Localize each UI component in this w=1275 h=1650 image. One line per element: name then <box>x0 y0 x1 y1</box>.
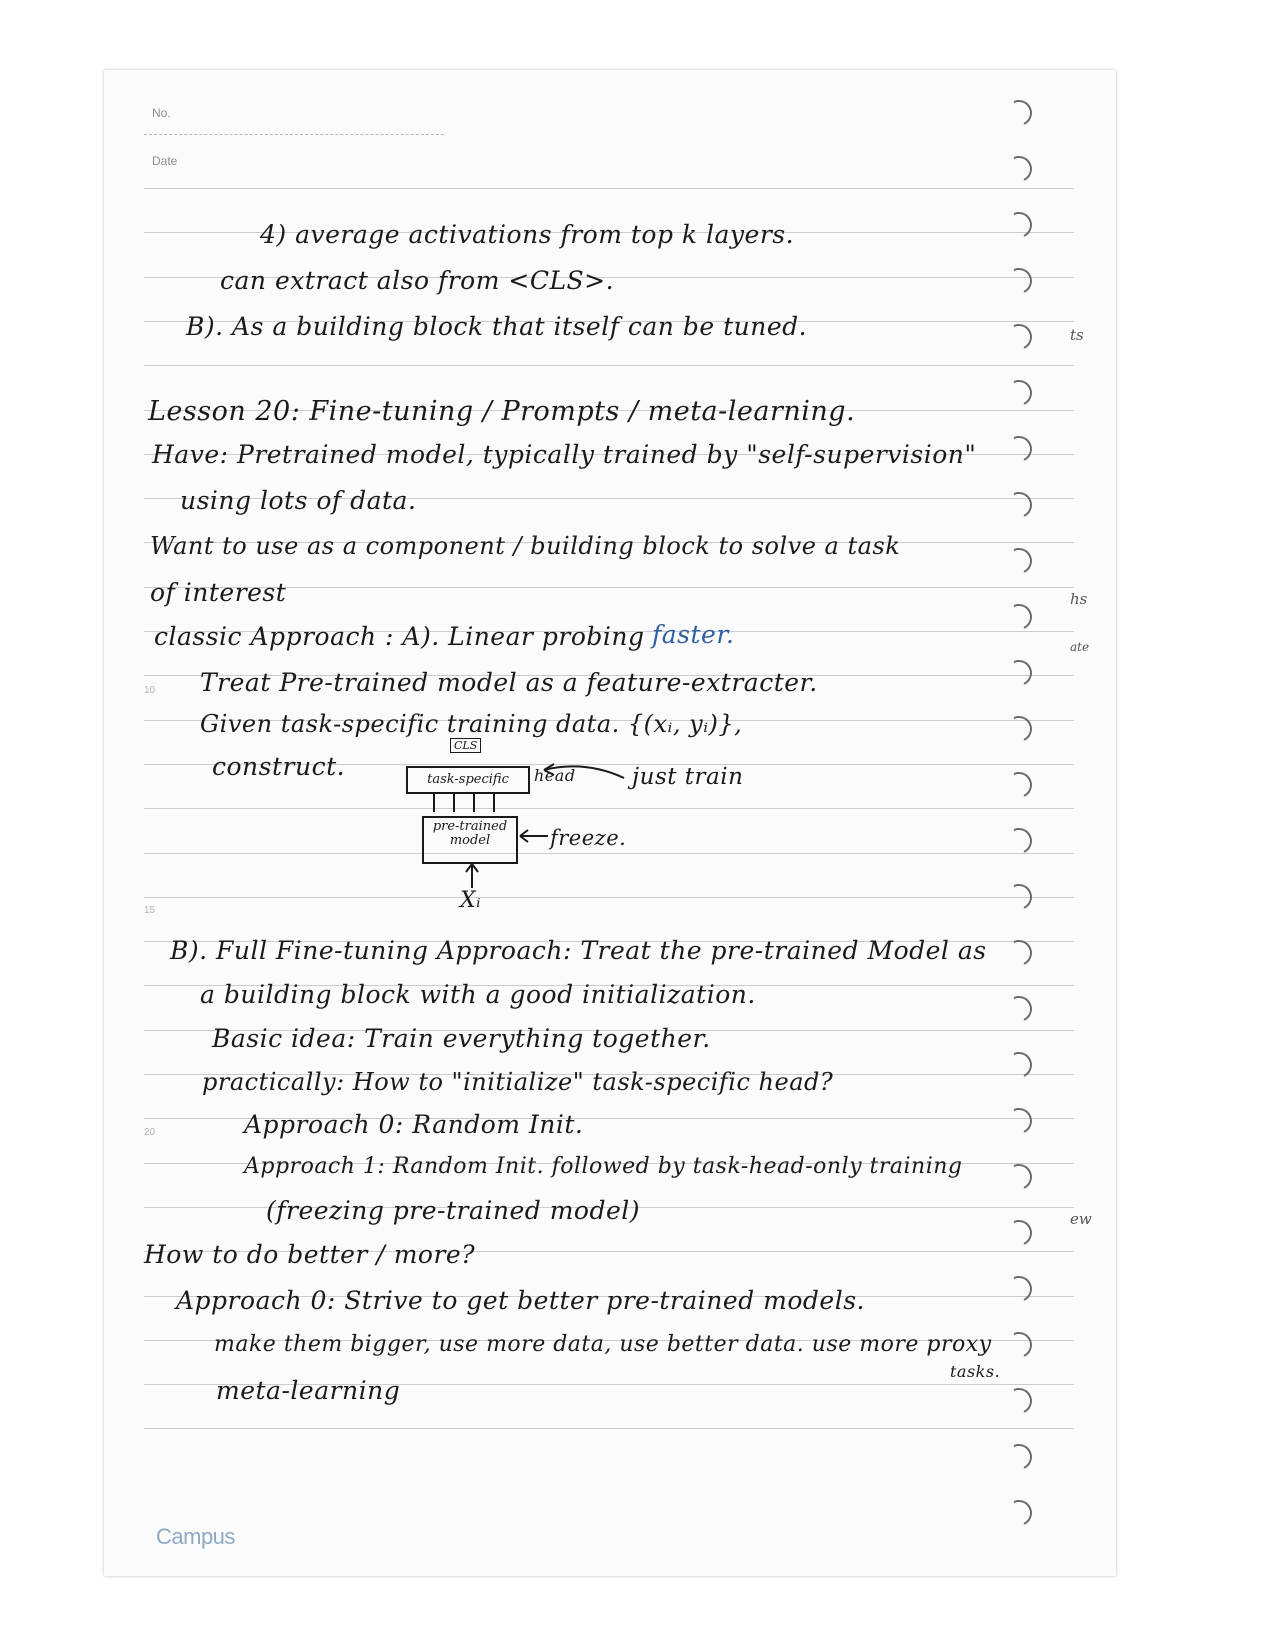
binder-ring <box>1002 544 1035 577</box>
faster-note: faster. <box>652 620 735 649</box>
lesson-title: Lesson 20: Fine-tuning / Prompts / meta-learning. <box>148 396 856 427</box>
input-label: Xᵢ <box>460 888 482 913</box>
note-line-6: using lots of data. <box>180 486 417 515</box>
binder-ring <box>1002 1328 1035 1361</box>
note-line-3: B). As a building block that itself can be tuned. <box>186 312 808 341</box>
note-line-20: How to do better / more? <box>144 1240 476 1269</box>
binder-ring <box>1002 600 1035 633</box>
binder-ring <box>1002 1216 1035 1249</box>
binder-ring <box>1002 1048 1035 1081</box>
note-line-23: tasks. <box>950 1362 1001 1381</box>
line-number-15: 15 <box>144 905 156 916</box>
pre-trained-model-box <box>422 816 518 864</box>
binder-ring <box>1002 712 1035 745</box>
note-line-7: Want to use as a component / building block to solve a task <box>150 532 901 560</box>
no-dotted-line <box>144 134 444 135</box>
binder-ring <box>1002 1440 1035 1473</box>
note-line-13: B). Full Fine-tuning Approach: Treat the pre-trained Model as <box>170 936 987 965</box>
cls-tag: CLS <box>450 738 481 753</box>
note-line-1: 4) average activations from top k layers. <box>260 220 795 249</box>
note-line-15: Basic idea: Train everything together. <box>212 1024 711 1053</box>
ruled-line <box>144 365 1074 366</box>
binder-ring <box>1002 208 1035 241</box>
date-label: Date <box>152 154 178 168</box>
binder-ring <box>1002 152 1035 185</box>
note-line-18: Approach 1: Random Init. followed by task-head-only training <box>244 1154 963 1179</box>
model-box-line-1: pre-trained <box>432 819 508 834</box>
binder-ring <box>1002 264 1035 297</box>
note-line-9: classic Approach : A). Linear probing <box>154 622 645 651</box>
binder-ring <box>1002 1160 1035 1193</box>
ruled-line <box>144 188 1074 189</box>
line-number-20: 20 <box>144 1127 156 1138</box>
ruled-line <box>144 808 1074 809</box>
binder-ring <box>1002 992 1035 1025</box>
margin-fragment-4: ew <box>1070 1210 1092 1228</box>
note-line-11: Given task-specific training data. {(xᵢ, yᵢ)}, <box>200 710 743 738</box>
note-line-5: Have: Pretrained model, typically trained by "self-supervision" <box>152 440 977 469</box>
note-line-24: meta-learning <box>216 1376 401 1405</box>
ruled-line <box>144 853 1074 854</box>
binder-ring <box>1002 488 1035 521</box>
note-line-19: (freezing pre-trained model) <box>266 1196 641 1225</box>
binder-ring <box>1002 880 1035 913</box>
binder-ring <box>1002 656 1035 689</box>
connection-lines <box>424 790 514 816</box>
note-line-21: Approach 0: Strive to get better pre-trained models. <box>176 1286 865 1315</box>
margin-fragment-3: ate <box>1070 640 1090 654</box>
note-line-16: practically: How to "initialize" task-specific head? <box>202 1068 834 1096</box>
freeze-note: freeze. <box>550 826 627 850</box>
binder-ring <box>1002 1272 1035 1305</box>
binder-ring <box>1002 1104 1035 1137</box>
binder-ring <box>1002 824 1035 857</box>
ruled-line <box>144 1428 1074 1429</box>
binder-ring <box>1002 96 1035 129</box>
input-arrow <box>462 860 482 890</box>
head-label: head <box>534 766 576 785</box>
note-line-10: Treat Pre-trained model as a feature-extracter. <box>200 668 818 697</box>
arrow-to-head <box>540 760 630 790</box>
note-line-14: a building block with a good initialization. <box>200 980 756 1009</box>
just-train-note: just train <box>632 764 744 790</box>
note-line-12: construct. <box>212 752 346 781</box>
binder-rings <box>1000 40 1050 1510</box>
notebook-page <box>104 70 1116 1576</box>
binder-ring <box>1002 1384 1035 1417</box>
ruled-line <box>144 897 1074 898</box>
task-specific-head-box: task-specific <box>406 766 530 794</box>
binder-ring <box>1002 320 1035 353</box>
model-box-line-2: model <box>449 833 491 849</box>
note-line-17: Approach 0: Random Init. <box>244 1110 584 1139</box>
note-line-2: can extract also from <CLS>. <box>220 266 615 295</box>
note-line-22: make them bigger, use more data, use better data. use more proxy <box>214 1332 992 1357</box>
binder-ring <box>1002 432 1035 465</box>
binder-ring <box>1002 768 1035 801</box>
margin-fragment-1: ts <box>1070 326 1084 344</box>
note-line-8: of interest <box>150 578 287 607</box>
arrow-to-model <box>516 826 550 846</box>
binder-ring <box>1002 376 1035 409</box>
brand-logo: Campus <box>156 1524 235 1549</box>
margin-fragment-2: hs <box>1070 590 1088 608</box>
line-number-10: 10 <box>144 685 156 696</box>
binder-ring <box>1002 936 1035 969</box>
no-label: No. <box>152 106 171 120</box>
